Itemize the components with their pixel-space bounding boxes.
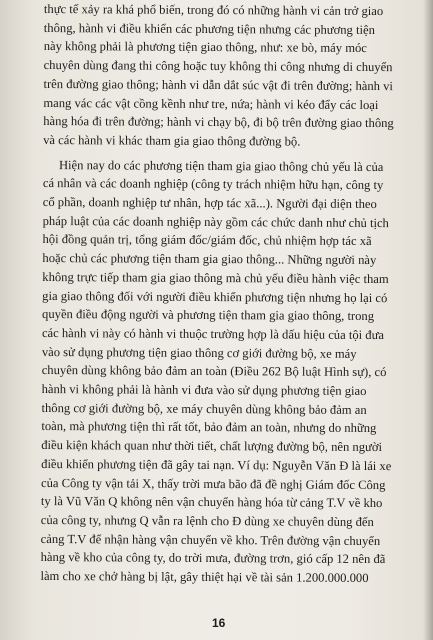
text-line: và các hành vi khác tham gia giao thông đường bộ.: [43, 132, 301, 149]
text-line: cảng T.V để nhận hàng vận chuyển về kho. Trên đường vận chuyển: [40, 531, 381, 548]
text-line: trên đường giao thông; hành vi dẫn dắt súc vật đi trên đường; hành vi: [43, 76, 393, 93]
text-line: chuyên dùng đang thi công hoặc tuy không thi công nhưng di chuyển: [43, 58, 393, 75]
paragraph-main: [40, 156, 417, 588]
text-line: của Công ty vận tải X, thấy trời mưa bão đã đề nghị Giám đốc Công: [41, 475, 386, 492]
text-line: ty là Vũ Văn Q không nên vận chuyển hàng hóa từ cảng T.V về kho: [40, 494, 383, 511]
text-line: Hiện nay do các phương tiện tham gia giao thông chủ yếu là của: [58, 157, 384, 174]
text-line: thông, hành vi điều khiển các phương tiện nhưng các phương tiện: [43, 20, 375, 37]
text-line: toàn, mà phương tiện thì rất tốt, bảo đảm an toàn, nhưng do những: [41, 419, 377, 436]
text-line: điều khiển phương tiện đã gây tai nạn. Ví dụ: Nguyễn Văn Đ là lái xe: [41, 456, 392, 474]
text-line: vào sử dụng phương tiện giao thông cơ giới đường bộ, xe máy: [41, 344, 357, 361]
text-line: hoặc chủ các phương tiện tham gia giao thông... Những người này: [42, 251, 377, 268]
text-line: hàng hóa đi trên đường; hành vi chạy bộ, đi bộ trên đường giao thông: [43, 114, 394, 131]
body-text: [40, 0, 418, 588]
text-line: hành vi không phải là hành vi đưa vào sử dụng phương tiện giao: [41, 382, 367, 399]
page-number: 16: [212, 616, 226, 630]
text-line: cá nhân và các doanh nghiệp (công ty trách nhiệm hữu hạn, công ty: [42, 176, 384, 193]
text-line: gia giao thông đối với người điều khiển phương tiện nhưng họ lại có: [42, 288, 388, 305]
page-edge-shadow: [423, 0, 433, 640]
text-line: hàng về kho của công ty, do trời mưa, đường trơn, gió cấp 12 nên đã: [40, 550, 386, 567]
text-line: các hành vi này có hành vi thuộc trường hợp là dấu hiệu của tội đưa: [41, 325, 385, 343]
text-line: thông cơ giới đường bộ, xe máy chuyên dùng không bảo đảm an: [41, 400, 367, 417]
text-line: không trực tiếp tham gia giao thông mà chủ yếu điều hành việc tham: [42, 269, 389, 286]
text-line: thực tế xảy ra khá phổ biến, trong đó có những hành vi cản trở giao: [43, 1, 384, 19]
text-line: làm cho xe chở hàng bị lật, gây thiệt hại về tài sản 1.200.000.000: [40, 569, 369, 586]
text-line: mang vác các vật cồng kềnh như tre, nứa; hành vi kéo đẩy các loại: [43, 95, 379, 112]
text-line: pháp luật của các doanh nghiệp này gồm các chức danh như chủ tịch: [42, 213, 389, 230]
text-line: cổ phần, doanh nghiệp tư nhân, hợp tác xã...). Người đại diện theo: [42, 195, 377, 212]
text-line: điều kiện khách quan như thời tiết, chất lượng đường bộ, nên người: [41, 438, 383, 455]
text-line: này không phải là phương tiện giao thông, như: xe bò, máy móc: [43, 39, 367, 56]
text-line: của công ty, nhưng Q vẫn ra lệnh cho Đ dùng xe chuyên dùng đến: [40, 512, 374, 530]
text-line: hội đồng quản trị, tổng giám đốc/giám đốc, chủ nhiệm hợp tác xã: [42, 232, 372, 249]
text-line: chuyên dùng không bảo đảm an toàn (Điều 262 Bộ luật Hình sự), có: [41, 363, 387, 380]
text-line: quyền điều động người và phương tiện tham gia giao thông, trong: [42, 307, 375, 324]
paragraph-continuation: [43, 0, 418, 152]
